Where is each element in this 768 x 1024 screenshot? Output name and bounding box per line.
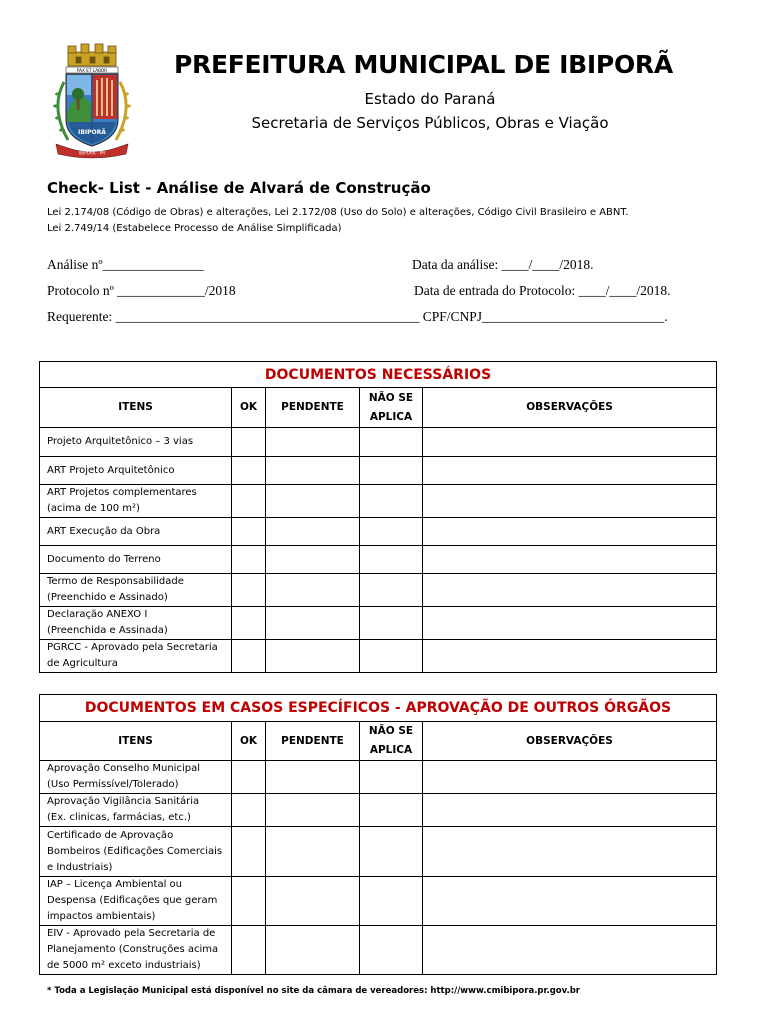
col-observacoes: OBSERVAÇÕES — [423, 722, 717, 761]
table-row — [40, 428, 717, 457]
nao-se-aplica-cell[interactable] — [360, 518, 423, 546]
required-documents-table — [39, 361, 717, 673]
nao-se-aplica-cell[interactable] — [360, 428, 423, 457]
crest-name: IBIPORÃ — [78, 129, 106, 136]
section-title: DOCUMENTOS EM CASOS ESPECÍFICOS - APROVAÇÃO DE OUTROS ÓRGÃOS — [40, 695, 717, 722]
item-label: Projeto Arquitetônico – 3 vias — [40, 428, 232, 457]
pendente-cell[interactable] — [266, 794, 360, 827]
observacoes-cell[interactable] — [423, 485, 717, 518]
table-row — [40, 926, 717, 975]
nao-se-aplica-cell[interactable] — [360, 827, 423, 877]
pendente-cell[interactable] — [266, 877, 360, 926]
col-ok: OK — [232, 722, 266, 761]
protocol-entry-date-field[interactable]: Data de entrada do Protocolo: ____/____/2018. — [414, 283, 671, 298]
col-itens: ITENS — [40, 722, 232, 761]
table-row — [40, 794, 717, 827]
secretariat-subtitle: Secretaria de Serviços Públicos, Obras e Viação — [251, 114, 609, 132]
protocol-number-field[interactable]: Protocolo nº _____________/2018 — [47, 283, 236, 298]
pendente-cell[interactable] — [266, 485, 360, 518]
ok-cell[interactable] — [232, 518, 266, 546]
legislation-line-1: Lei 2.174/08 (Código de Obras) e alterações, Lei 2.172/08 (Uso do Solo) e alterações, Código Civil Brasileiro e ABNT. — [47, 207, 629, 218]
item-label: Termo de Responsabilidade (Preenchido e Assinado) — [40, 574, 232, 607]
observacoes-cell[interactable] — [423, 794, 717, 827]
nao-se-aplica-cell[interactable] — [360, 877, 423, 926]
table-row — [40, 607, 717, 640]
ok-cell[interactable] — [232, 640, 266, 673]
table-row — [40, 574, 717, 607]
col-observacoes: OBSERVAÇÕES — [423, 388, 717, 428]
item-label: Aprovação Conselho Municipal (Uso Permissível/Tolerado) — [40, 761, 232, 794]
observacoes-cell[interactable] — [423, 457, 717, 485]
mural-crown — [68, 44, 116, 66]
section-title: DOCUMENTOS NECESSÁRIOS — [40, 362, 717, 388]
table-row — [40, 827, 717, 877]
pendente-cell[interactable] — [266, 827, 360, 877]
nao-se-aplica-cell[interactable] — [360, 574, 423, 607]
applicant-field[interactable]: Requerente: _____________________________________________ CPF/CNPJ___________________________. — [47, 309, 668, 324]
state-subtitle: Estado do Paraná — [364, 90, 496, 108]
item-label: Aprovação Vigilância Sanitária (Ex. clinicas, farmácias, etc.) — [40, 794, 232, 827]
table-row — [40, 485, 717, 518]
table-row — [40, 640, 717, 673]
nao-se-aplica-cell[interactable] — [360, 607, 423, 640]
observacoes-cell[interactable] — [423, 607, 717, 640]
table-header-row — [40, 722, 717, 761]
nao-se-aplica-cell[interactable] — [360, 926, 423, 975]
nao-se-aplica-cell[interactable] — [360, 485, 423, 518]
col-nao-se-aplica: NÃO SE APLICA — [360, 722, 423, 761]
col-pendente: PENDENTE — [266, 388, 360, 428]
pendente-cell[interactable] — [266, 457, 360, 485]
ok-cell[interactable] — [232, 574, 266, 607]
ok-cell[interactable] — [232, 827, 266, 877]
observacoes-cell[interactable] — [423, 640, 717, 673]
col-pendente: PENDENTE — [266, 722, 360, 761]
ok-cell[interactable] — [232, 926, 266, 975]
item-label: ART Projetos complementares (acima de 100 m²) — [40, 485, 232, 518]
item-label: Documento do Terreno — [40, 546, 232, 574]
nao-se-aplica-cell[interactable] — [360, 794, 423, 827]
observacoes-cell[interactable] — [423, 518, 717, 546]
item-label: Declaração ANEXO I (Preenchida e Assinada) — [40, 607, 232, 640]
nao-se-aplica-cell[interactable] — [360, 546, 423, 574]
observacoes-cell[interactable] — [423, 428, 717, 457]
observacoes-cell[interactable] — [423, 926, 717, 975]
pendente-cell[interactable] — [266, 546, 360, 574]
pendente-cell[interactable] — [266, 518, 360, 546]
analise-number-field[interactable]: Análise nº_______________ — [47, 257, 204, 272]
crest-ribbon-text: IBIPORÃ - PR — [78, 150, 106, 156]
col-nao-se-aplica: NÃO SE APLICA — [360, 388, 423, 428]
specific-cases-table — [39, 694, 717, 975]
pendente-cell[interactable] — [266, 428, 360, 457]
table-row — [40, 518, 717, 546]
observacoes-cell[interactable] — [423, 761, 717, 794]
table-row — [40, 877, 717, 926]
pendente-cell[interactable] — [266, 574, 360, 607]
observacoes-cell[interactable] — [423, 827, 717, 877]
item-label: ART Execução da Obra — [40, 518, 232, 546]
pendente-cell[interactable] — [266, 761, 360, 794]
nao-se-aplica-cell[interactable] — [360, 457, 423, 485]
table-row — [40, 761, 717, 794]
ok-cell[interactable] — [232, 546, 266, 574]
observacoes-cell[interactable] — [423, 546, 717, 574]
ok-cell[interactable] — [232, 428, 266, 457]
col-ok: OK — [232, 388, 266, 428]
item-label: IAP – Licença Ambiental ou Despensa (Edificações que geram impactos ambientais) — [40, 877, 232, 926]
ok-cell[interactable] — [232, 761, 266, 794]
checklist-title: Check- List - Análise de Alvará de Construção — [47, 179, 431, 197]
item-label: Certificado de Aprovação Bombeiros (Edificações Comerciais e Industriais) — [40, 827, 232, 877]
pendente-cell[interactable] — [266, 926, 360, 975]
ok-cell[interactable] — [232, 794, 266, 827]
pendente-cell[interactable] — [266, 640, 360, 673]
municipality-title: PREFEITURA MUNICIPAL DE IBIPORÃ — [174, 50, 673, 79]
observacoes-cell[interactable] — [423, 877, 717, 926]
analysis-date-field[interactable]: Data da análise: ____/____/2018. — [412, 257, 594, 272]
ok-cell[interactable] — [232, 485, 266, 518]
table-row — [40, 546, 717, 574]
item-label: EIV - Aprovado pela Secretaria de Planejamento (Construções acima de 5000 m² exceto industriais) — [40, 926, 232, 975]
crest-motto: PAX ET LABOR — [76, 67, 108, 73]
legislation-footnote: * Toda a Legislação Municipal está disponível no site da câmara de vereadores: http://www.cmibipora.pr.gov.br — [47, 986, 580, 996]
nao-se-aplica-cell[interactable] — [360, 761, 423, 794]
pendente-cell[interactable] — [266, 607, 360, 640]
item-label: PGRCC - Aprovado pela Secretaria de Agricultura — [40, 640, 232, 673]
item-label: ART Projeto Arquitetônico — [40, 457, 232, 485]
nao-se-aplica-cell[interactable] — [360, 640, 423, 673]
ok-cell[interactable] — [232, 877, 266, 926]
table-row — [40, 457, 717, 485]
ok-cell[interactable] — [232, 457, 266, 485]
ok-cell[interactable] — [232, 607, 266, 640]
legislation-line-2: Lei 2.749/14 (Estabelece Processo de Análise Simplificada) — [47, 223, 342, 234]
observacoes-cell[interactable] — [423, 574, 717, 607]
table-header-row — [40, 388, 717, 428]
col-itens: ITENS — [40, 388, 232, 428]
